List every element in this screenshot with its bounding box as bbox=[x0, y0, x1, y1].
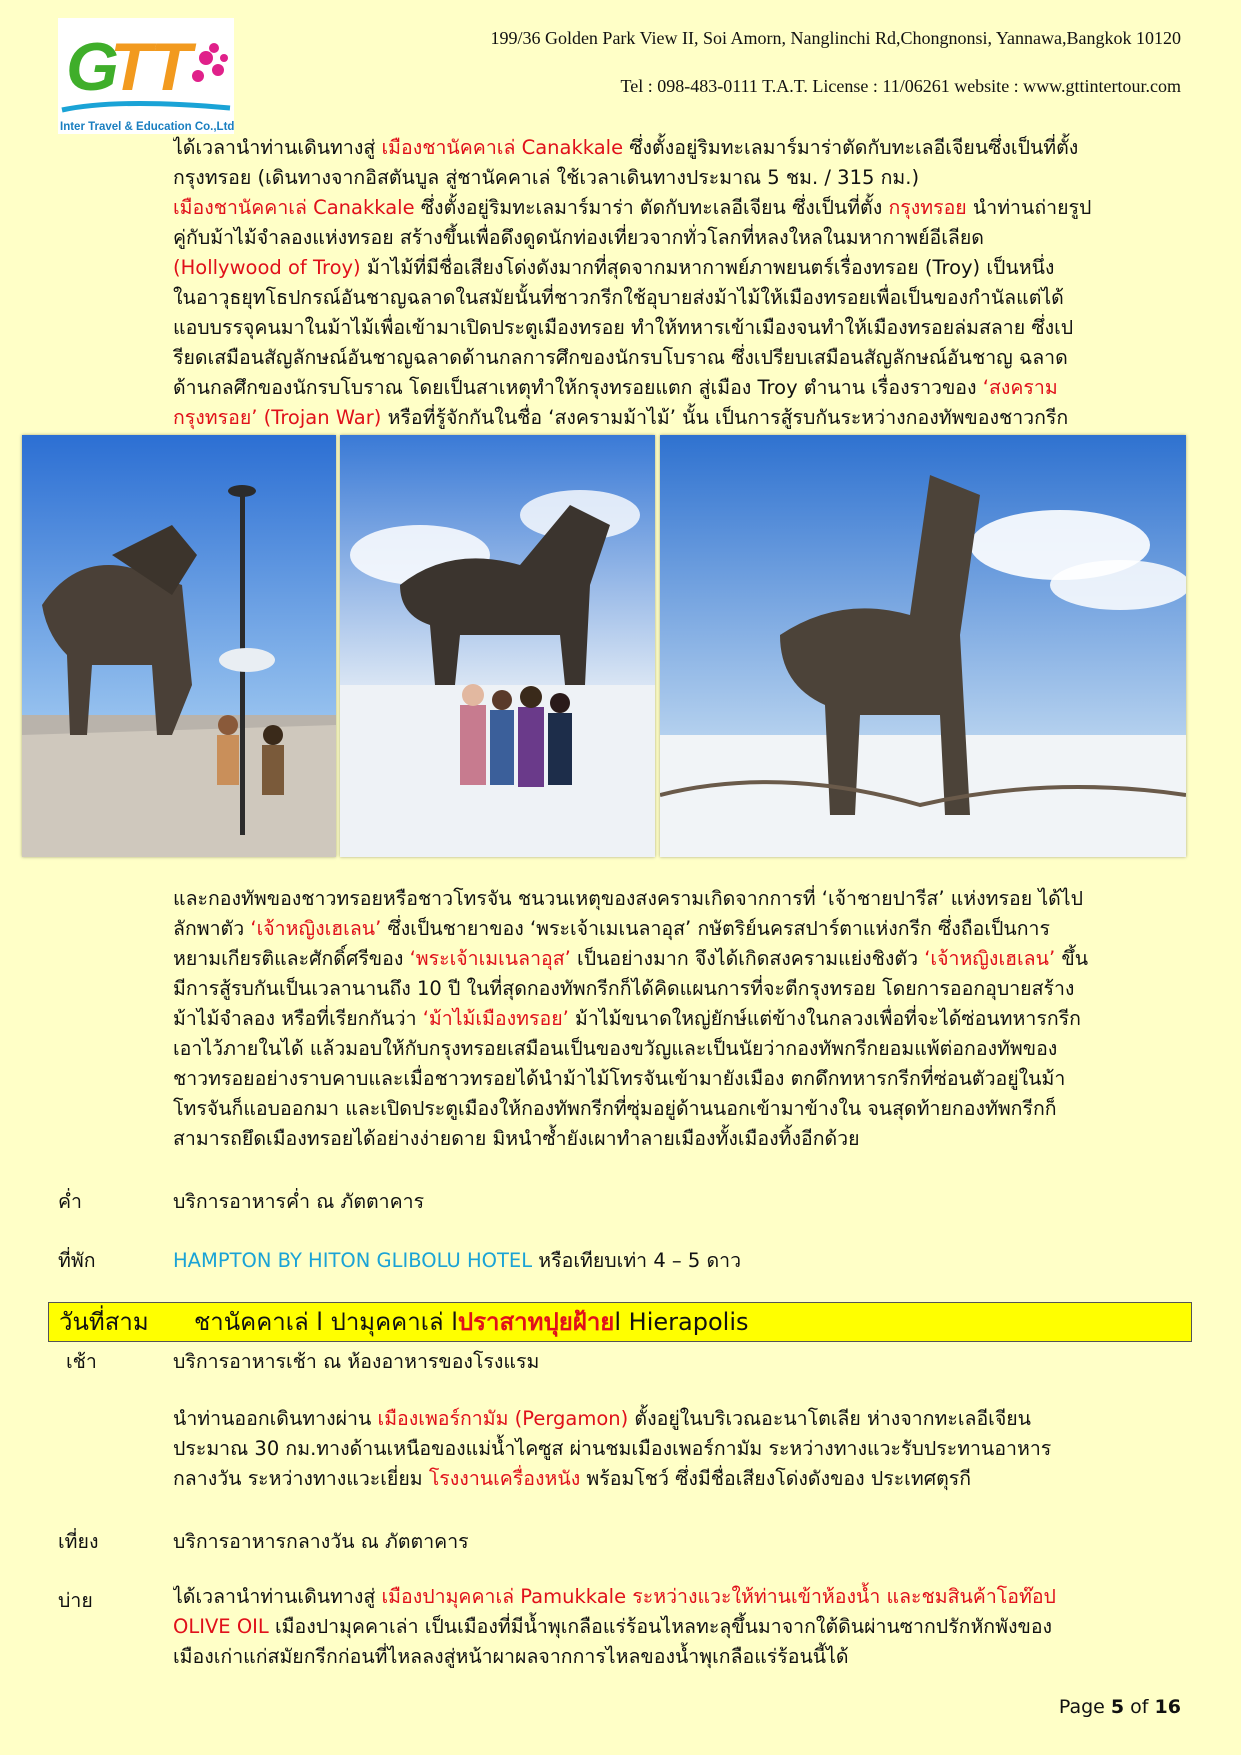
dinner-text: บริการอาหารค่ำ ณ ภัตตาคาร bbox=[173, 1190, 425, 1213]
company-contact: Tel : 098-483-0111 T.A.T. License : 11/06261 website : www.gttintertour.com bbox=[620, 76, 1181, 96]
svg-text:G: G bbox=[66, 29, 119, 105]
breakfast-label: เช้า bbox=[66, 1350, 97, 1373]
dinner-label: ค่ำ bbox=[58, 1190, 82, 1213]
hotel-label: ที่พัก bbox=[58, 1249, 96, 1272]
pergamon-paragraph: นำท่านออกเดินทางผ่าน เมืองเพอร์กามัม (Pergamon) ตั้งอยู่ในบริเวณอะนาโตเลีย ห่างจากทะเลอีเจียน ประมาณ 30 กม.ทางด้านเหนือของแม่น้ำไคซูส ผ่านชมเมืองเพอร์กามัม ระหว่างทางแวะรับประทานอาหาร กลางวัน ระหว่างทางแวะเยี่ยม โรงงานเครื่องหนัง พร้อมโชว์ ซึ่งมีชื่อเสียงโด่งดังของ ประเทศตุรกี bbox=[173, 1407, 1052, 1490]
trojan-war-story: และกองทัพของชาวทรอยหรือชาวโทรจัน ชนวนเหตุของสงครามเกิดจากการที่ ‘เจ้าชายปารีส’ แห่งทรอย ได้ไป ลักพาตัว ‘เจ้าหญิงเฮเลน’ ซึ่งเป็นชายาของ ‘พระเจ้าเมเนลาอุส’ กษัตริย์นครสปาร์ตาแห่งกรีก ซึ่งถือเป็นการ หยามเกียรติและศักดิ์ศรีของ ‘พระเจ้าเมเนลาอุส’ เป็นอย่างมาก จึงได้เกิดสงครามแย่งชิงตัว ‘เจ้าหญิงเฮเลน’ ขึ้น มีการสู้รบกันเป็นเวลานานถึง 10 ปี ในที่สุดกองทัพกรีกก็ได้คิดแผนการที่จะตีกรุงทรอย โดยการออกอุบายสร้าง ม้าไม้จำลอง หรือที่เรียกกันว่า ‘ม้าไม้เมืองทรอย’ ม้าไม้ขนาดใหญ่ยักษ์แต่ข้างในกลวงเพื่อที่จะได้ซ่อนทหารกรีก เอาไว้ภายในได้ แล้วมอบให้กับกรุงทรอยเสมือนเป็นของขวัญและเป็นนัยว่ากองทัพกรีกยอมแพ้ต่อกองทัพของ ชาวทรอยอย่างราบคาบและเมื่อชาวทรอยได้นำม้าไม้โทรจันเข้ามายังเมือง ตกดึกทหารกรีกที่ซ่อนตัวอยู่ในม้า โทรจันก็แอบออกมา และเปิดประตูเมืองให้กองทัพกรีกที่ซุ่มอยู่ด้านนอกเข้ามาข้างใน จนสุดท้ายกองทัพกรีกก็ สามารถยึดเมืองทรอยได้อย่างง่ายดาย มิหนำซ้ำยังเผาทำลายเมืองทั้งเมืองทิ้งอีกด้วย bbox=[173, 887, 1089, 1150]
afternoon-label: บ่าย bbox=[58, 1589, 93, 1612]
svg-text:Inter Travel & Education Co.,L: Inter Travel & Education Co.,Ltd. bbox=[60, 121, 234, 133]
lunch-text: บริการอาหารกลางวัน ณ ภัตตาคาร bbox=[173, 1530, 469, 1553]
page-number: Page 5 of 16 bbox=[1058, 1696, 1181, 1718]
svg-text:T: T bbox=[110, 29, 152, 105]
svg-text:T: T bbox=[150, 29, 192, 105]
day3-header bbox=[48, 1302, 1192, 1342]
lunch-label: เที่ยง bbox=[58, 1530, 99, 1553]
hotel-text: HAMPTON BY HITON GLIBOLU HOTEL หรือเทียบเท่า 4 – 5 ดาว bbox=[173, 1249, 742, 1272]
day3-label: วันที่สาม bbox=[59, 1308, 149, 1336]
day3-route: ชานัคคาเล่ l ปามุคคาเล่ lปราสาทปุยฝ้ายl Hierapolis bbox=[194, 1308, 749, 1336]
company-logo bbox=[58, 18, 234, 134]
trojan-horse-photo-1 bbox=[22, 435, 336, 857]
trojan-horse-photo-2 bbox=[340, 435, 655, 857]
trojan-horse-photo-3 bbox=[660, 435, 1186, 857]
breakfast-text: บริการอาหารเช้า ณ ห้องอาหารของโรงแรม bbox=[173, 1350, 540, 1373]
afternoon-paragraph: ได้เวลานำท่านเดินทางสู่ เมืองปามุคคาเล่ Pamukkale ระหว่างแวะให้ท่านเข้าห้องน้ำ และชมสินค้าโอท๊อป OLIVE OIL เมืองปามุคคาเล่า เป็นเมืองที่มีน้ำพุเกลือแร่ร้อนไหลทะลุขึ้นมาจากใต้ดินผ่านซากปรักหักพังของ เมืองเก่าแก่สมัยกรีกก่อนที่ไหลลงสู่หน้าผาผลจากการไหลของน้ำพุเกลือแร่ร้อนนี้ได้ bbox=[173, 1585, 1056, 1668]
canakkale-intro: ได้เวลานำท่านเดินทางสู่ เมืองชานัคคาเล่ Canakkale ซึ่งตั้งอยู่ริมทะเลมาร์มาร่าตัดกับทะเลอีเจียนซึ่งเป็นที่ตั้ง กรุงทรอย (เดินทางจากอิสตันบูล สู่ชานัคคาเล่ ใช้เวลาเดินทางประมาณ 5 ชม. / 315 กม.) เมืองชานัคคาเล่ Canakkale ซึ่งตั้งอยู่ริมทะเลมาร์มาร่า ตัดกับทะเลอีเจียน ซึ่งเป็นที่ตั้ง กรุงทรอย นำท่านถ่ายรูป คู่กับม้าไม้จำลองแห่งทรอย สร้างขึ้นเพื่อดึงดูดนักท่องเที่ยวจากทั่วโลกที่หลงใหลในมหากาพย์อีเลียด (Hollywood of Troy) ม้าไม้ที่มีชื่อเสียงโด่งดังมากที่สุดจากมหากาพย์ภาพยนตร์เรื่องทรอย (Troy) เป็นหนึ่ง ในอาวุธยุทโธปกรณ์อันชาญฉลาดในสมัยนั้นที่ชาวกรีกใช้อุบายส่งม้าไม้ให้เมืองทรอยเพื่อเป็นของกำนัลแต่ได้ แอบบรรจุคนมาในม้าไม้เพื่อเข้ามาเปิดประตูเมืองทรอย ทำให้ทหารเข้าเมืองจนทำให้เมืองทรอยล่มสลาย ซึ่งเป รียดเสมือนสัญลักษณ์อันชาญฉลาดด้านกลการศึกของนักรบโบราณ ซึ่งเปรียบเสมือนสัญลักษณ์อันชาญ ฉลาด ด้านกลศึกของนักรบโบราณ โดยเป็นสาเหตุทำให้กรุงทรอยแตก สู่เมือง Troy ตำนาน เรื่องราวของ ‘สงคราม กรุงทรอย’ (Trojan War) หรือที่รู้จักกันในชื่อ ‘สงครามม้าไม้’ นั้น เป็นการสู้รบกันระหว่างกองทัพของชาวกรีก bbox=[173, 136, 1092, 429]
company-address: 199/36 Golden Park View II, Soi Amorn, Nanglinchi Rd,Chongnonsi, Yannawa,Bangkok 10120 bbox=[490, 28, 1181, 48]
hotel-name: HAMPTON BY HITON GLIBOLU HOTEL bbox=[173, 1249, 533, 1272]
